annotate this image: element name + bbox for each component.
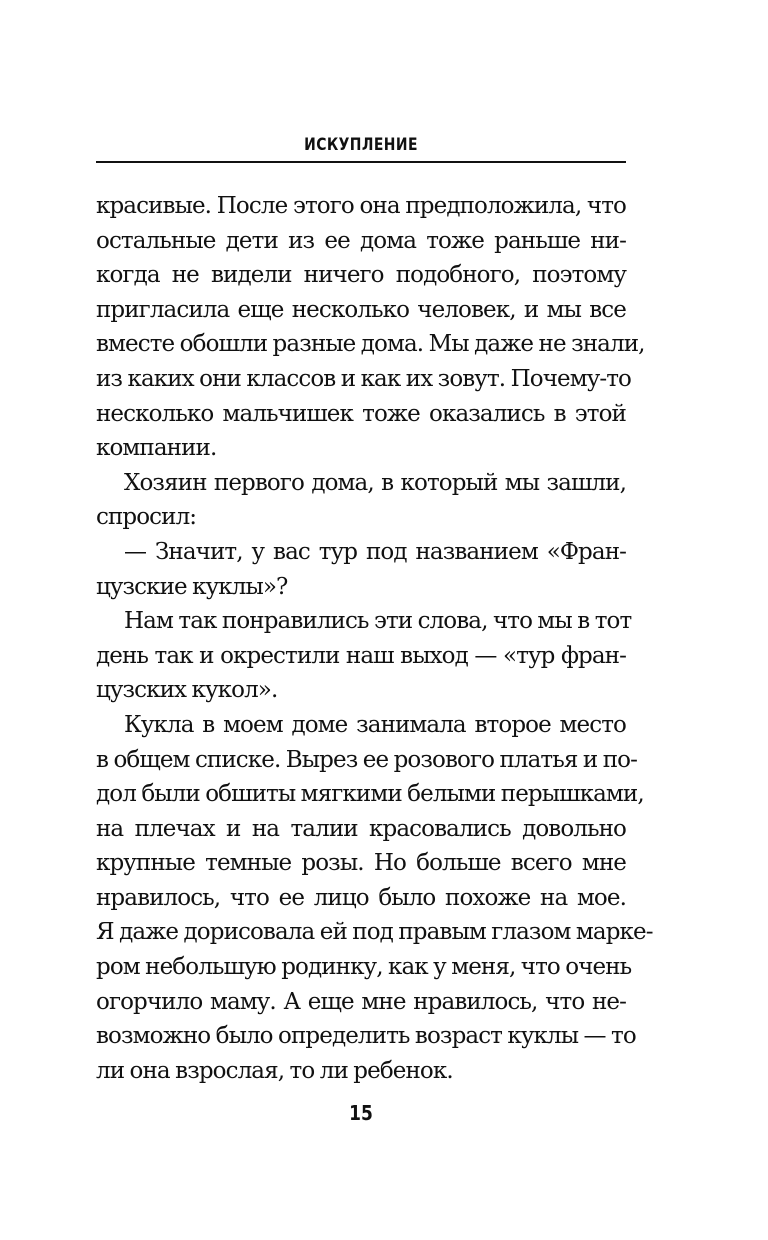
- text-line: нравилось, что ее лицо было похоже на мое.: [96, 884, 626, 911]
- text-line: красивые. После этого она предположила, что: [96, 193, 626, 219]
- text-line: цузские куклы»?: [96, 573, 288, 600]
- text-line: вместе обошли разные дома. Мы даже не знали,: [96, 331, 645, 358]
- text-line: цузских кукол».: [96, 677, 278, 704]
- text-line: пригласила еще несколько человек, и мы все: [96, 296, 626, 323]
- text-line: в общем списке. Вырез ее розового платья и по-: [96, 746, 637, 773]
- running-title: ИСКУПЛЕНИЕ: [304, 135, 418, 155]
- text-line: крупные темные розы. Но больше всего мне: [96, 850, 626, 877]
- text-line: Кукла в моем доме занимала второе место: [124, 711, 626, 738]
- text-line: из каких они классов и как их зовут. Почему-то: [96, 365, 631, 392]
- text-line: огорчило маму. А еще мне нравилось, что не-: [96, 988, 626, 1015]
- text-line: ли она взрослая, то ли ребенок.: [96, 1057, 453, 1084]
- text-line: остальные дети из ее дома тоже раньше ни-: [96, 227, 626, 254]
- text-line: спросил:: [96, 504, 197, 531]
- page-number: 15: [349, 1101, 373, 1125]
- text-line: когда не видели ничего подобного, поэтому: [96, 262, 626, 289]
- text-line: ром небольшую родинку, как у меня, что очень: [96, 954, 632, 981]
- text-line: на плечах и на талии красовались довольно: [96, 815, 626, 842]
- text-line: возможно было определить возраст куклы — то: [96, 1023, 636, 1050]
- text-line: Нам так понравились эти слова, что мы в тот: [124, 608, 632, 635]
- text-line: несколько мальчишек тоже оказались в этой: [96, 400, 626, 427]
- text-line: день так и окрестили наш выход — «тур фран-: [96, 642, 626, 669]
- text-line: дол были обшиты мягкими белыми перышками,: [96, 781, 644, 808]
- text-line: — Значит, у вас тур под названием «Фран-: [124, 538, 626, 565]
- header-rule: [96, 161, 626, 163]
- body-text: [96, 189, 653, 1088]
- text-line: Хозяин первого дома, в который мы зашли,: [124, 469, 626, 496]
- text-line: компании.: [96, 435, 217, 462]
- text-line: Я даже дорисовала ей под правым глазом марке-: [96, 919, 653, 946]
